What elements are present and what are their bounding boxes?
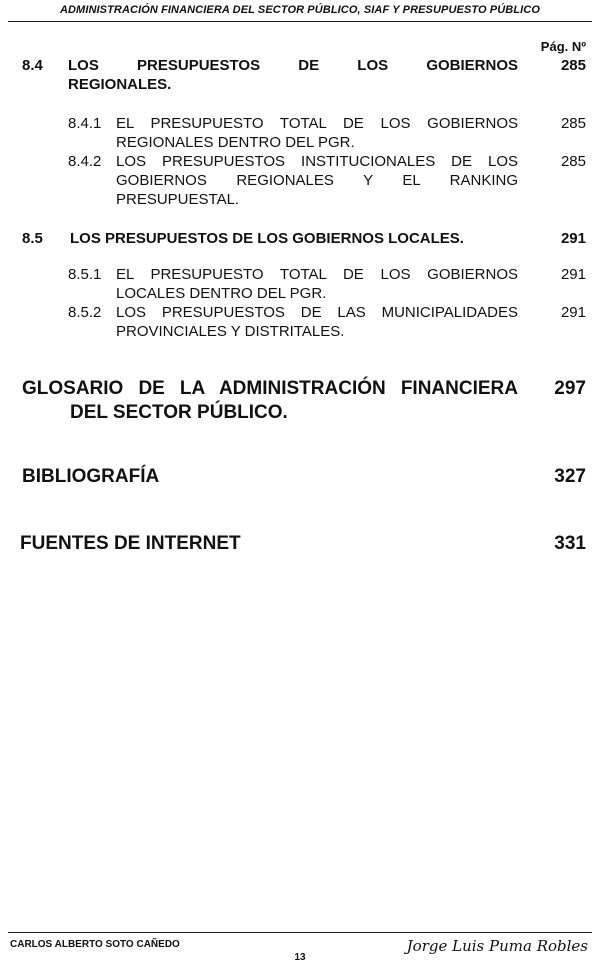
toc-entry-fuentes-internet: [0, 532, 600, 558]
toc-entry-8-4-2: [0, 152, 600, 212]
section-title-line: LOS PRESUPUESTOS INSTITUCIONALES DE LOS: [116, 153, 518, 170]
section-title: FUENTES DE INTERNET: [20, 533, 241, 554]
section-title: [116, 114, 518, 152]
running-header: ADMINISTRACIÓN FINANCIERA DEL SECTOR PÚBLICO, SIAF Y PRESUPUESTO PÚBLICO: [59, 4, 541, 16]
section-title-line: REGIONALES DENTRO DEL PGR.: [116, 134, 355, 151]
section-title: [116, 303, 518, 341]
section-title-line: REGIONALES.: [68, 76, 172, 93]
section-title: [68, 56, 518, 94]
section-title-line: DEL SECTOR PÚBLICO.: [70, 402, 288, 423]
toc-entry-8-5-2: [0, 303, 600, 343]
section-number: 8.5.2: [68, 304, 102, 321]
header-divider: [8, 21, 592, 22]
section-title: [116, 152, 518, 209]
page-ref: 291: [560, 230, 586, 247]
section-title-line: EL PRESUPUESTO TOTAL DE LOS GOBIERNOS: [116, 266, 518, 283]
page-ref: 285: [560, 57, 586, 74]
section-title-line: PROVINCIALES Y DISTRITALES.: [116, 323, 345, 340]
section-number: 8.4: [22, 57, 43, 74]
section-title-line: LOS PRESUPUESTOS DE LOS GOBIERNOS LOCALES.: [70, 230, 464, 247]
toc-entry-8-5: [0, 229, 600, 249]
page-ref: 285: [560, 153, 586, 170]
page-ref: 297: [554, 378, 586, 399]
section-number: 8.5: [22, 230, 43, 247]
footer-author-right: Jorge Luis Puma Robles: [406, 937, 588, 955]
page-column-label: Pág. Nº: [540, 39, 586, 54]
page-ref: 327: [554, 466, 586, 487]
toc-entry-8-4: [0, 56, 600, 96]
section-title-line: PRESUPUESTAL.: [116, 191, 240, 208]
section-title: [22, 377, 518, 425]
section-title-line: LOCALES DENTRO DEL PGR.: [116, 285, 327, 302]
section-title: [70, 229, 520, 248]
section-title-line: LOS PRESUPUESTOS DE LOS GOBIERNOS: [68, 57, 518, 74]
footer-author-left: CARLOS ALBERTO SOTO CAÑEDO: [10, 939, 180, 950]
page-ref: 331: [554, 533, 586, 554]
toc-entry-glosario: [0, 377, 600, 427]
toc-entry-8-5-1: [0, 265, 600, 305]
section-title-line: GOBIERNOS REGIONALES Y EL RANKING: [116, 172, 518, 189]
page-ref: 291: [560, 266, 586, 283]
section-title-line: LOS PRESUPUESTOS DE LAS MUNICIPALIDADES: [116, 304, 518, 321]
section-number: 8.5.1: [68, 266, 102, 283]
footer-page-number: 13: [294, 952, 306, 963]
page-ref: 285: [560, 115, 586, 132]
toc-entry-8-4-1: [0, 114, 600, 154]
section-number: 8.4.2: [68, 153, 102, 170]
section-title: BIBLIOGRAFÍA: [22, 466, 160, 487]
section-title: [116, 265, 518, 303]
section-title-line: GLOSARIO DE LA ADMINISTRACIÓN FINANCIERA: [22, 378, 518, 399]
footer-divider: [8, 932, 592, 933]
page-ref: 291: [560, 304, 586, 321]
toc-entry-bibliografia: [0, 465, 600, 491]
section-title-line: EL PRESUPUESTO TOTAL DE LOS GOBIERNOS: [116, 115, 518, 132]
section-number: 8.4.1: [68, 115, 102, 132]
